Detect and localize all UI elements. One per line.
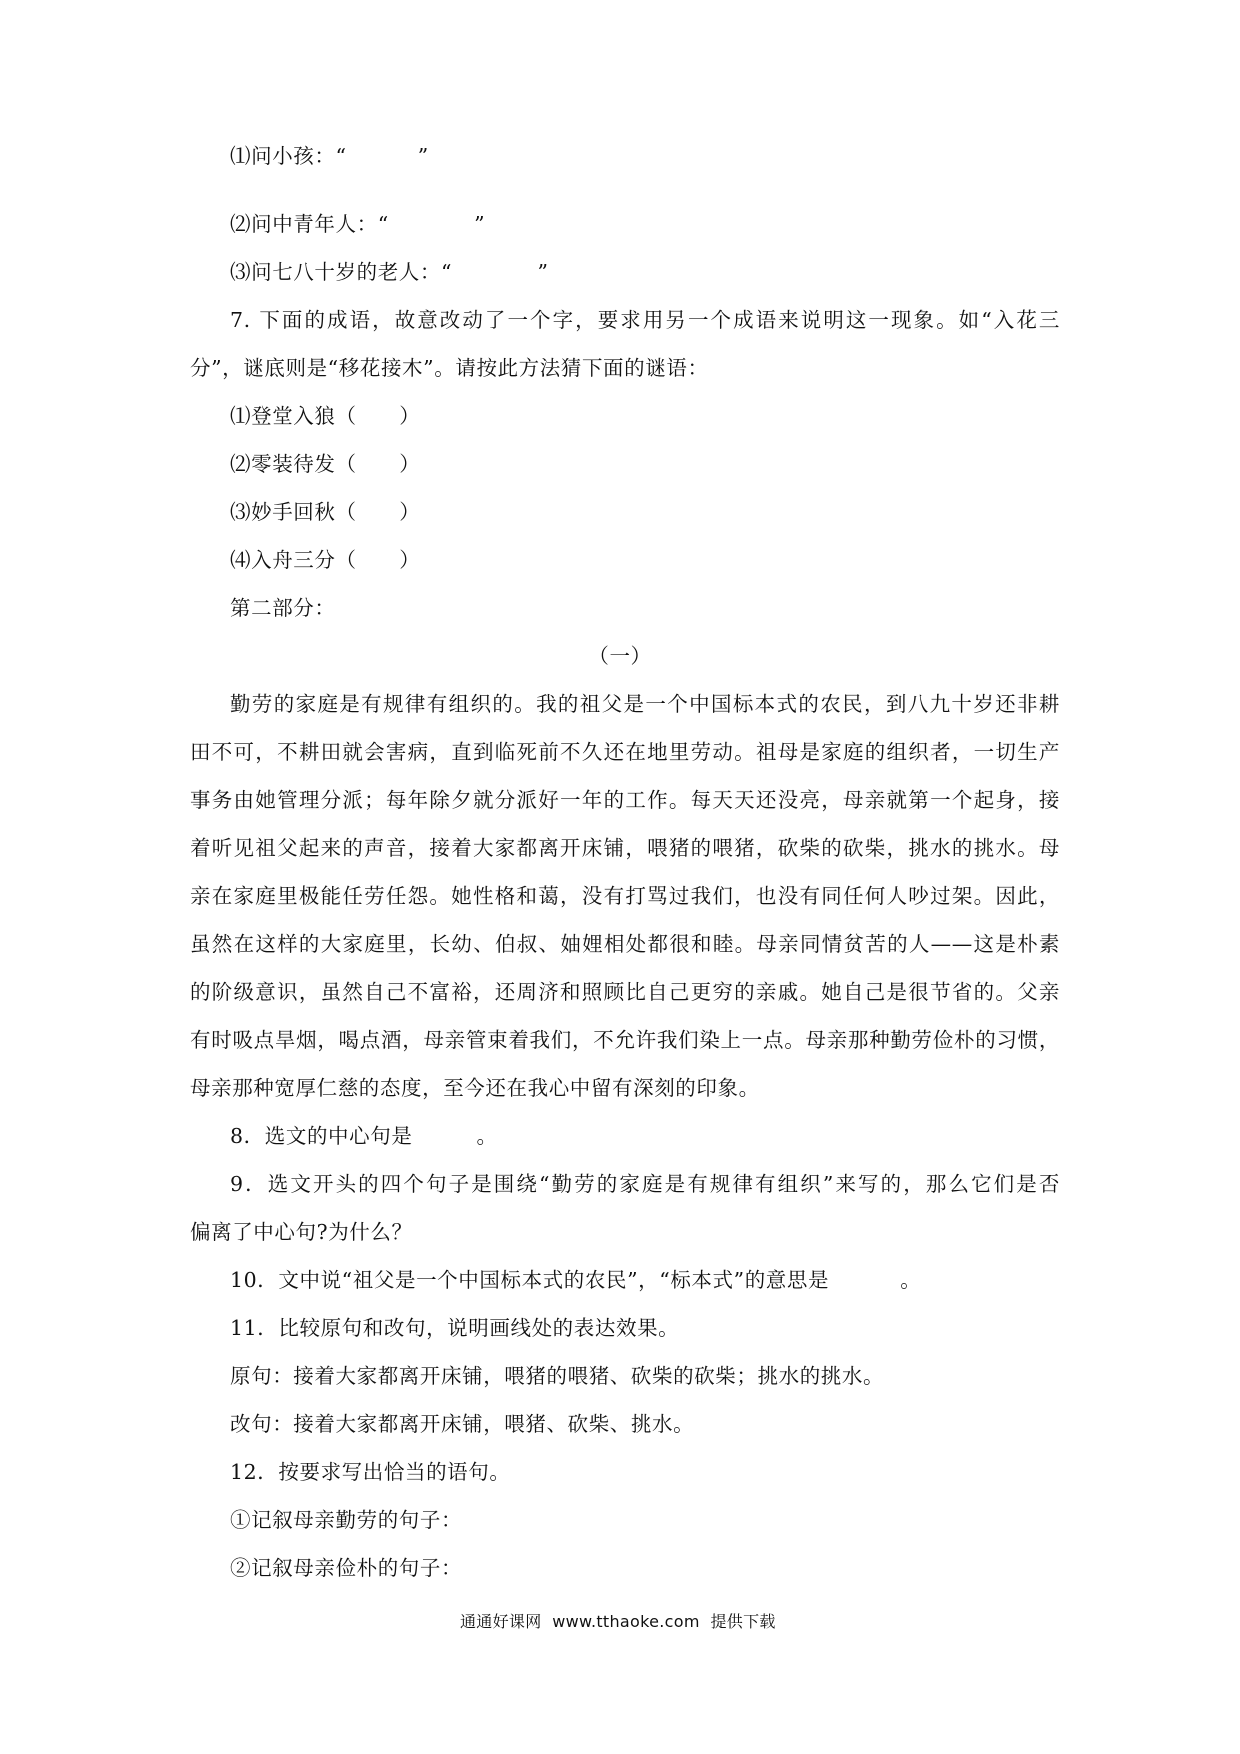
q10: 10．文中说“祖父是一个中国标本式的农民”，“标本式”的意思是 。 bbox=[230, 1268, 922, 1292]
q6-item-3: ⑶问七八十岁的老人：“ ” bbox=[230, 260, 549, 284]
passage-line-6: 虽然在这样的大家庭里，长幼、伯叔、妯娌相处都很和睦。母亲同情贫苦的人——这是朴素 bbox=[190, 932, 1060, 956]
q9-line-1: 9．选文开头的四个句子是围绕“勤劳的家庭是有规律有组织”来写的，那么它们是否 bbox=[230, 1172, 1060, 1196]
q12-stem: 12．按要求写出恰当的语句。 bbox=[230, 1460, 511, 1484]
passage-line-8: 有时吸点旱烟，喝点酒，母亲管束着我们，不允许我们染上一点。母亲那种勤劳俭朴的习惯， bbox=[190, 1028, 1060, 1052]
passage-line-5: 亲在家庭里极能任劳任怨。她性格和蔼，没有打骂过我们，也没有同任何人吵过架。因此， bbox=[190, 884, 1060, 908]
q7-item-4: ⑷入舟三分（ ） bbox=[230, 548, 421, 572]
q7-item-2: ⑵零装待发（ ） bbox=[230, 452, 421, 476]
passage-line-7: 的阶级意识，虽然自己不富裕，还周济和照顾比自己更穷的亲戚。她自己是很节省的。父亲 bbox=[190, 980, 1060, 1004]
part-two-label: 第二部分： bbox=[230, 596, 336, 620]
passage-line-9: 母亲那种宽厚仁慈的态度，至今还在我心中留有深刻的印象。 bbox=[190, 1076, 760, 1100]
q7-item-3: ⑶妙手回秋（ ） bbox=[230, 500, 421, 524]
q8: 8．选文的中心句是 。 bbox=[230, 1124, 498, 1148]
passage-line-3: 事务由她管理分派；每年除夕就分派好一年的工作。每天天还没亮，母亲就第一个起身，接 bbox=[190, 788, 1060, 812]
passage-line-2: 田不可，不耕田就会害病，直到临死前不久还在地里劳动。祖母是家庭的组织者，一切生产 bbox=[190, 740, 1060, 764]
q7-line-2: 分”，谜底则是“移花接木”。请按此方法猜下面的谜语： bbox=[190, 356, 709, 380]
q11-stem: 11．比较原句和改句，说明画线处的表达效果。 bbox=[230, 1316, 680, 1340]
q6-item-2: ⑵问中青年人：“ ” bbox=[230, 212, 486, 236]
q7-item-1: ⑴登堂入狼（ ） bbox=[230, 404, 421, 428]
q11-original-sentence: 原句：接着大家都离开床铺，喂猪的喂猪、砍柴的砍柴；挑水的挑水。 bbox=[230, 1364, 885, 1388]
section-title: （一） bbox=[588, 644, 652, 668]
q7-line-1: 7. 下面的成语，故意改动了一个字，要求用另一个成语来说明这一现象。如“入花三 bbox=[230, 308, 1060, 332]
q6-item-1: ⑴问小孩：“ ” bbox=[230, 144, 429, 168]
q9-line-2: 偏离了中心句?为什么？ bbox=[190, 1220, 413, 1244]
footer-text: 通通好课网 www.tthaoke.com 提供下载 bbox=[460, 1612, 776, 1631]
passage-line-4: 着听见祖父起来的声音，接着大家都离开床铺，喂猪的喂猪，砍柴的砍柴，挑水的挑水。母 bbox=[190, 836, 1060, 860]
passage-line-1: 勤劳的家庭是有规律有组织的。我的祖父是一个中国标本式的农民，到八九十岁还非耕 bbox=[230, 692, 1060, 716]
q11-revised-sentence: 改句：接着大家都离开床铺，喂猪、砍柴、挑水。 bbox=[230, 1412, 695, 1436]
q12-item-1: ①记叙母亲勤劳的句子： bbox=[230, 1508, 463, 1532]
q12-item-2: ②记叙母亲俭朴的句子： bbox=[230, 1556, 463, 1580]
